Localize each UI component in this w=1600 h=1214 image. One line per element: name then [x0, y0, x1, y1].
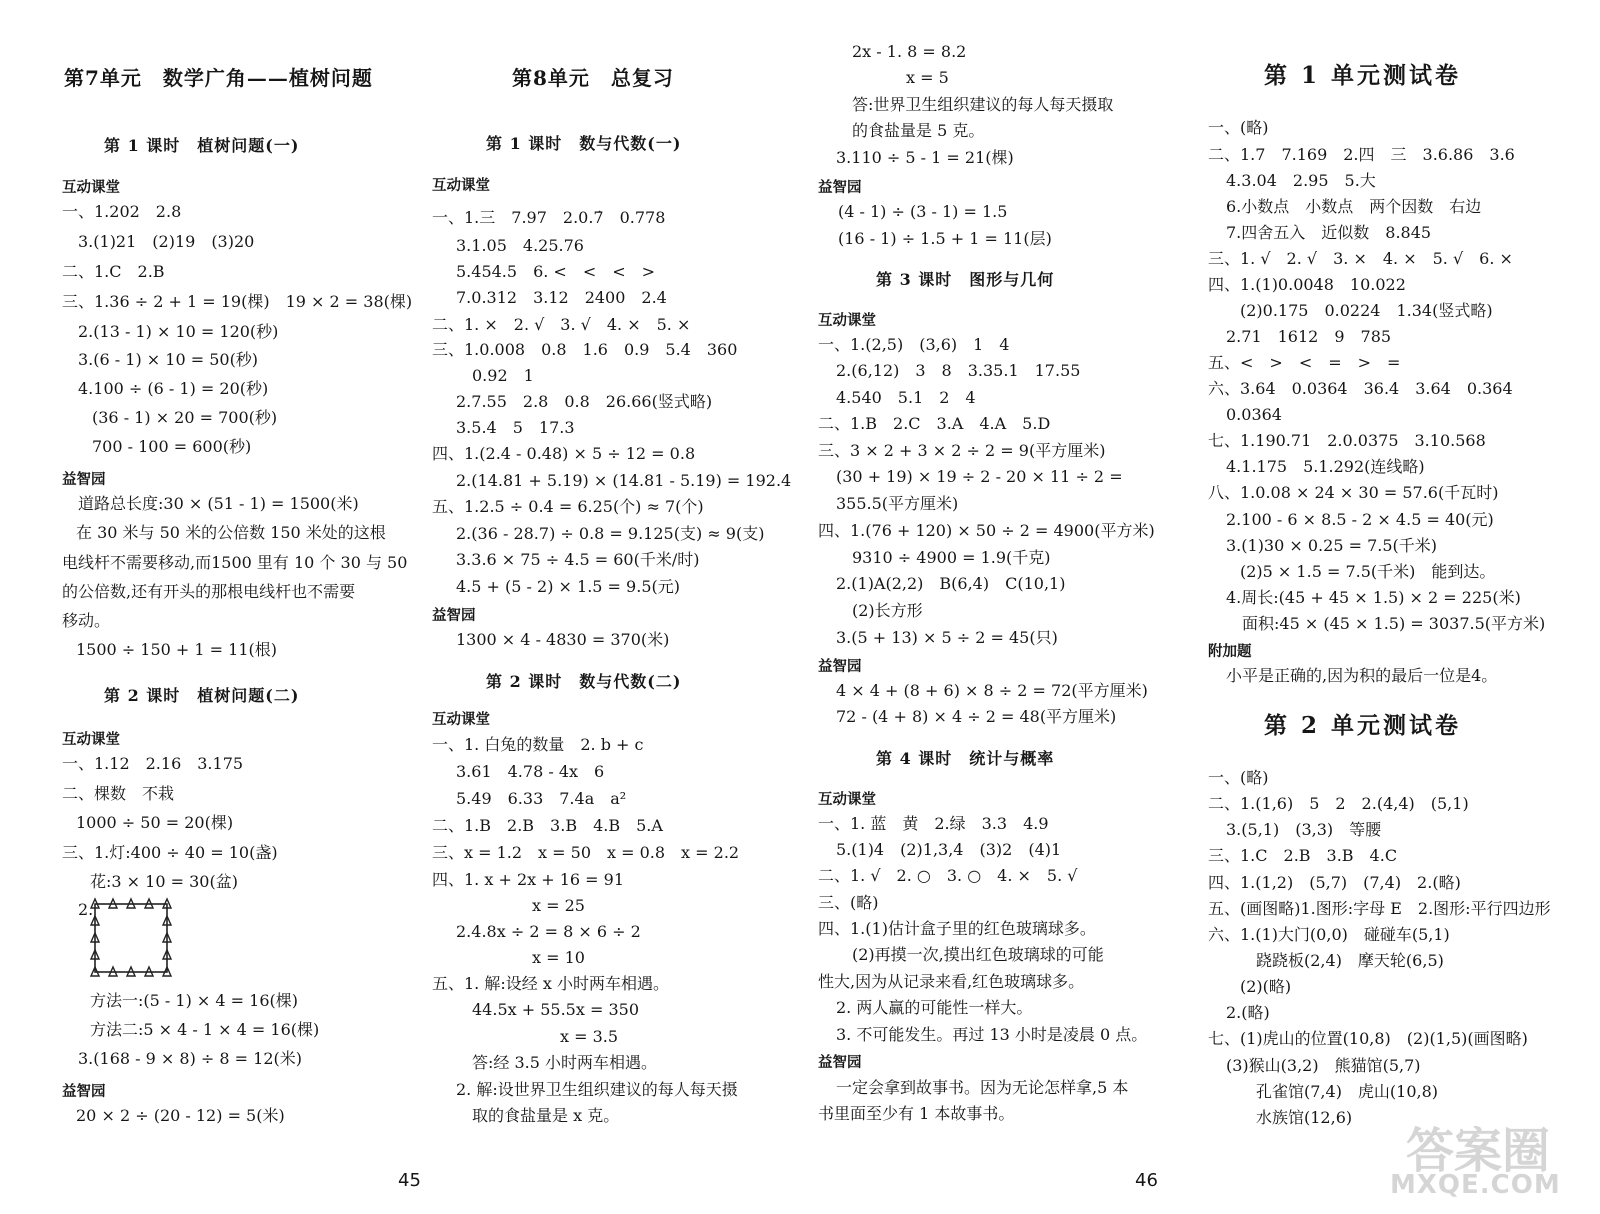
- answer-line: 4.周长:(45 + 45 × 1.5) × 2 = 225(米): [1226, 588, 1521, 607]
- answer-line: 1500 ÷ 150 + 1 = 11(根): [76, 640, 278, 659]
- answer-line: 3.(1)21 (2)19 (3)20: [78, 232, 255, 251]
- answer-line: 3.3.6 × 75 ÷ 4.5 = 60(千米/时): [456, 550, 700, 569]
- answer-line: 2.100 - 6 × 8.5 - 2 × 4.5 = 40(元): [1226, 510, 1494, 529]
- section-label: 益智园: [432, 608, 476, 624]
- answer-line: 2. 解:设世界卫生组织建议的每人每天摄: [456, 1080, 738, 1099]
- answer-line: 四、1.(2.4 - 0.48) × 5 ÷ 12 = 0.8: [432, 444, 696, 463]
- answer-line: 孔雀馆(7,4) 虎山(10,8): [1256, 1082, 1439, 1101]
- answer-line: 3.(1)30 × 0.25 = 7.5(千米): [1226, 536, 1438, 555]
- answer-line: 72 - (4 + 8) × 4 ÷ 2 = 48(平方厘米): [836, 707, 1117, 726]
- answer-line: 四、1.(76 + 120) × 50 ÷ 2 = 4900(平方米): [818, 521, 1155, 540]
- answer-line: 三、x = 1.2 x = 50 x = 0.8 x = 2.2: [432, 843, 740, 862]
- answer-line: 取的食盐量是 x 克。: [472, 1106, 620, 1125]
- answer-line: 2.4.8x ÷ 2 = 8 × 6 ÷ 2: [456, 922, 641, 941]
- answer-line: 道路总长度:30 × (51 - 1) = 1500(米): [78, 494, 359, 513]
- page-number-left: 45: [398, 1170, 421, 1191]
- answer-line: 面积:45 × (45 × 1.5) = 3037.5(平方米): [1242, 614, 1546, 633]
- answer-line: 三、1.C 2.B 3.B 4.C: [1208, 846, 1398, 865]
- page-number-right: 46: [1135, 1170, 1158, 1191]
- watermark-logo-mark: 答案圈: [1406, 1123, 1551, 1179]
- answer-line: 在 30 米与 50 米的公倍数 150 米处的这根: [76, 523, 386, 542]
- section-label: 附加题: [1208, 644, 1252, 660]
- answer-line: 3.5.4 5 17.3: [456, 418, 575, 437]
- answer-line: 移动。: [62, 611, 111, 630]
- answer-line: (2)再摸一次,摸出红色玻璃球的可能: [852, 945, 1104, 964]
- answer-line: 一、1.(2,5) (3,6) 1 4: [818, 335, 1010, 354]
- answer-line: 三、(略): [818, 893, 879, 912]
- answer-line: 2.: [78, 900, 94, 919]
- answer-line: (16 - 1) ÷ 1.5 + 1 = 11(层): [838, 229, 1052, 248]
- answer-line: 书里面至少有 1 本故事书。: [818, 1104, 1015, 1123]
- answer-line: x = 25: [532, 896, 585, 915]
- answer-line: (2)5 × 1.5 = 7.5(千米) 能到达。: [1240, 562, 1496, 581]
- answer-line: 一、1.12 2.16 3.175: [62, 754, 244, 773]
- answer-line: 3. 不可能发生。再过 13 小时是凌晨 0 点。: [836, 1025, 1148, 1044]
- answer-line: 3.61 4.78 - 4x 6: [456, 762, 605, 781]
- answer-line: 2.(14.81 + 5.19) × (14.81 - 5.19) = 192.4: [456, 471, 792, 490]
- answer-line: 三、1.灯:400 ÷ 40 = 10(盏): [62, 843, 278, 862]
- answer-line: 三、1.0.008 0.8 1.6 0.9 5.4 360: [432, 340, 738, 359]
- section-label: 互动课堂: [62, 180, 120, 196]
- section-label: 益智园: [62, 1084, 106, 1100]
- answer-line: x = 3.5: [560, 1027, 619, 1046]
- answer-line: 0.0364: [1226, 405, 1282, 424]
- answer-line: 2. 两人赢的可能性一样大。: [836, 998, 1033, 1017]
- section-heading: 第 2 课时 数与代数(二): [486, 672, 682, 691]
- answer-line: 3.(168 - 9 × 8) ÷ 8 = 12(米): [78, 1049, 302, 1068]
- answer-line: 355.5(平方厘米): [836, 494, 959, 513]
- answer-line: 的公倍数,还有开头的那根电线杆也不需要: [62, 582, 356, 601]
- answer-line: 1300 × 4 - 4830 = 370(米): [456, 630, 670, 649]
- answer-line: 二、1. × 2. √ 3. √ 4. × 5. ×: [432, 315, 691, 334]
- answer-line: (36 - 1) × 20 = 700(秒): [92, 408, 278, 427]
- answer-line: 五、1. 解:设经 x 小时两车相遇。: [432, 974, 669, 993]
- answer-line: 一、1.三 7.97 2.0.7̇ 0.778: [432, 208, 666, 227]
- answer-line: 四、1.(1)0.0048 10.022: [1208, 275, 1406, 294]
- answer-line: x = 5: [906, 68, 949, 87]
- answer-line: 一、1. 白兔的数量 2. b + c: [432, 735, 644, 754]
- answer-line: 4 × 4 + (8 + 6) × 8 ÷ 2 = 72(平方厘米): [836, 681, 1148, 700]
- answer-line: 花:3 × 10 = 30(盆): [90, 872, 238, 891]
- section-label: 互动课堂: [432, 178, 490, 194]
- watermark-text: MXQE.COM: [1390, 1170, 1561, 1200]
- answer-line: 七、(1)虎山的位置(10,8) (2)(1,5)(画图略): [1208, 1029, 1528, 1048]
- answer-line: 一、1.202 2.8: [62, 202, 182, 221]
- answer-line: 六、3.64 0.0364 36.4 3.64 0.364: [1208, 379, 1513, 398]
- answer-line: 二、1.(1,6) 5 2 2.(4,4) (5,1): [1208, 794, 1469, 813]
- section-label: 互动课堂: [818, 792, 876, 808]
- answer-line: (2)(略): [1240, 977, 1292, 996]
- answer-line: x = 10: [532, 948, 585, 967]
- section-heading: 第 1 课时 植树问题(一): [104, 136, 300, 155]
- answer-line: 七、1.190.71 2.0.0375 3.10.568: [1208, 431, 1486, 450]
- answer-line: 5.(1)4 (2)1,3,4 (3)2 (4)1: [836, 840, 1062, 859]
- answer-line: 2.71 1612 9 785: [1226, 327, 1392, 346]
- answer-line: 四、1.(1,2) (5,7) (7,4) 2.(略): [1208, 873, 1461, 892]
- answer-line: 一、(略): [1208, 768, 1269, 787]
- answer-line: 小平是正确的,因为积的最后一位是4。: [1226, 666, 1498, 685]
- answer-line: 44.5x + 55.5x = 350: [472, 1000, 639, 1019]
- section-heading: 第8单元 总复习: [512, 66, 674, 90]
- answer-line: 2.(略): [1226, 1003, 1270, 1022]
- answer-line: 五、(画图略)1.图形:字母 E 2.图形:平行四边形: [1208, 899, 1551, 918]
- answer-line: 0.92 1: [472, 366, 534, 385]
- section-label: 互动课堂: [818, 313, 876, 329]
- answer-line: 的食盐量是 5 克。: [852, 121, 985, 140]
- section-heading: 第 1 单元测试卷: [1264, 62, 1462, 89]
- answer-line: (2)长方形: [852, 601, 923, 620]
- answer-line: 6.小数点 小数点 两个因数 右边: [1226, 197, 1482, 216]
- answer-line: 四、1. x + 2x + 16 = 91: [432, 870, 625, 889]
- answer-line: 2x - 1. 8 = 8.2: [852, 42, 967, 61]
- answer-line: (3)猴山(3,2) 熊猫馆(5,7): [1226, 1056, 1421, 1075]
- answer-line: 3.(5 + 13) × 5 ÷ 2 = 45(只): [836, 628, 1058, 647]
- answer-line: 3.(6 - 1) × 10 = 50(秒): [78, 350, 259, 369]
- answer-line: 2.(13 - 1) × 10 = 120(秒): [78, 322, 279, 341]
- answer-line: 六、1.(1)大门(0,0) 碰碰车(5,1): [1208, 925, 1450, 944]
- answer-line: 一定会拿到故事书。因为无论怎样拿,5 本: [836, 1078, 1129, 1097]
- answer-line: 答:经 3.5 小时两车相遇。: [472, 1053, 658, 1072]
- answer-line: 八、1.0.08 × 24 × 30 = 57.6(千瓦时): [1208, 483, 1499, 502]
- answer-line: 4.540 5.1 2 4: [836, 388, 976, 407]
- answer-line: 2.(36 - 28.7) ÷ 0.8 = 9.125(支) ≈ 9(支): [456, 524, 765, 543]
- answer-line: 4.1.175 5.1.292(连线略): [1226, 457, 1425, 476]
- section-heading: 第 3 课时 图形与几何: [876, 270, 1055, 289]
- answer-line: 2.(1)A(2,2) B(6,4) C(10,1): [836, 574, 1066, 593]
- answer-line: 7.0.312 3.12 2400 2.4: [456, 288, 667, 307]
- answer-line: 五、< > < = > =: [1208, 353, 1401, 372]
- answer-line: 一、(略): [1208, 118, 1269, 137]
- answer-line: 性大,因为从记录来看,红色玻璃球多。: [818, 972, 1085, 991]
- section-heading: 第 1 课时 数与代数(一): [486, 134, 682, 153]
- section-heading: 第7单元 数学广角——植树问题: [64, 66, 373, 90]
- answer-line: 电线杆不需要移动,而1500 里有 10 个 30 与 50: [62, 553, 408, 572]
- answer-line: 五、1.2.5 ÷ 0.4 = 6.25(个) ≈ 7(个): [432, 497, 704, 516]
- answer-line: 2.7.55 2.8 0.8 26.66(竖式略): [456, 392, 713, 411]
- answer-line: 4.5 + (5 - 2) × 1.5 = 9.5(元): [456, 577, 680, 596]
- watermark-logo: [1390, 1112, 1590, 1200]
- answer-line: 跷跷板(2,4) 摩天轮(6,5): [1256, 951, 1444, 970]
- answer-line: 三、1. √ 2. √ 3. × 4. × 5. √ 6. ×: [1208, 249, 1513, 268]
- answer-line: 3.1.05 4.25.76: [456, 236, 584, 255]
- answer-line: 4.100 ÷ (6 - 1) = 20(秒): [78, 379, 269, 398]
- section-label: 益智园: [62, 472, 106, 488]
- answer-line: 三、3 × 2 + 3 × 2 ÷ 2 = 9(平方厘米): [818, 441, 1106, 460]
- answer-line: (2)0.175 0.0224 1.34(竖式略): [1240, 301, 1493, 320]
- answer-line: 二、棵数 不栽: [62, 784, 175, 803]
- answer-line: 答:世界卫生组织建议的每人每天摄取: [852, 95, 1114, 114]
- answer-line: 二、1.7 7.169 2.四 三 3.6.86 3.6: [1208, 145, 1515, 164]
- answer-line: (30 + 19) × 19 ÷ 2 - 20 × 11 ÷ 2 =: [836, 467, 1123, 486]
- section-heading: 第 4 课时 统计与概率: [876, 749, 1055, 768]
- section-heading: 第 2 课时 植树问题(二): [104, 686, 300, 705]
- section-label: 益智园: [818, 1055, 862, 1071]
- answer-line: 二、1.B 2.B 3.B 4.B 5.A: [432, 816, 663, 835]
- answer-line: 四、1.(1)估计盒子里的红色玻璃球多。: [818, 919, 1096, 938]
- answer-line: 二、1.C 2.B: [62, 262, 165, 281]
- answer-line: 方法一:(5 - 1) × 4 = 16(棵): [90, 991, 298, 1010]
- section-label: 互动课堂: [432, 712, 490, 728]
- section-label: 益智园: [818, 180, 862, 196]
- answer-line: 9310 ÷ 4900 = 1.9(千克): [852, 548, 1051, 567]
- answer-line: 方法二:5 × 4 - 1 × 4 = 16(棵): [90, 1020, 320, 1039]
- answer-line: 4.3.04 2.95 5.大: [1226, 171, 1376, 190]
- answer-line: 1000 ÷ 50 = 20(棵): [76, 813, 234, 832]
- answer-line: 2.(6,12) 3 8 3.35.1 17.55: [836, 361, 1081, 380]
- answer-line: 一、1. 蓝 黄 2.绿 3.3 4.9: [818, 814, 1049, 833]
- answer-line: (4 - 1) ÷ (3 - 1) = 1.5: [838, 202, 1008, 221]
- answer-line: 5.49 6.33 7.4a a²: [456, 789, 627, 808]
- section-label: 互动课堂: [62, 732, 120, 748]
- answer-line: 3.(5,1) (3,3) 等腰: [1226, 820, 1382, 839]
- answer-line: 3.110 ÷ 5 - 1 = 21(棵): [836, 148, 1014, 167]
- answer-line: 二、1.B 2.C 3.A 4.A 5.D: [818, 414, 1051, 433]
- answer-line: 20 × 2 ÷ (20 - 12) = 5(米): [76, 1106, 285, 1125]
- answer-line: 三、1.36 ÷ 2 + 1 = 19(棵) 19 × 2 = 38(棵): [62, 292, 413, 311]
- tree-square-diagram: [86, 896, 176, 980]
- answer-line: 二、1. √ 2. ○ 3. ○ 4. × 5. √: [818, 866, 1078, 885]
- answer-line: 水族馆(12,6): [1256, 1108, 1353, 1127]
- section-heading: 第 2 单元测试卷: [1264, 712, 1462, 739]
- answer-line: 5.454.5 6. < < < >: [456, 262, 656, 281]
- section-label: 益智园: [818, 659, 862, 675]
- answer-line: 7.四舍五入 近似数 8.845: [1226, 223, 1432, 242]
- answer-line: 700 - 100 = 600(秒): [92, 437, 252, 456]
